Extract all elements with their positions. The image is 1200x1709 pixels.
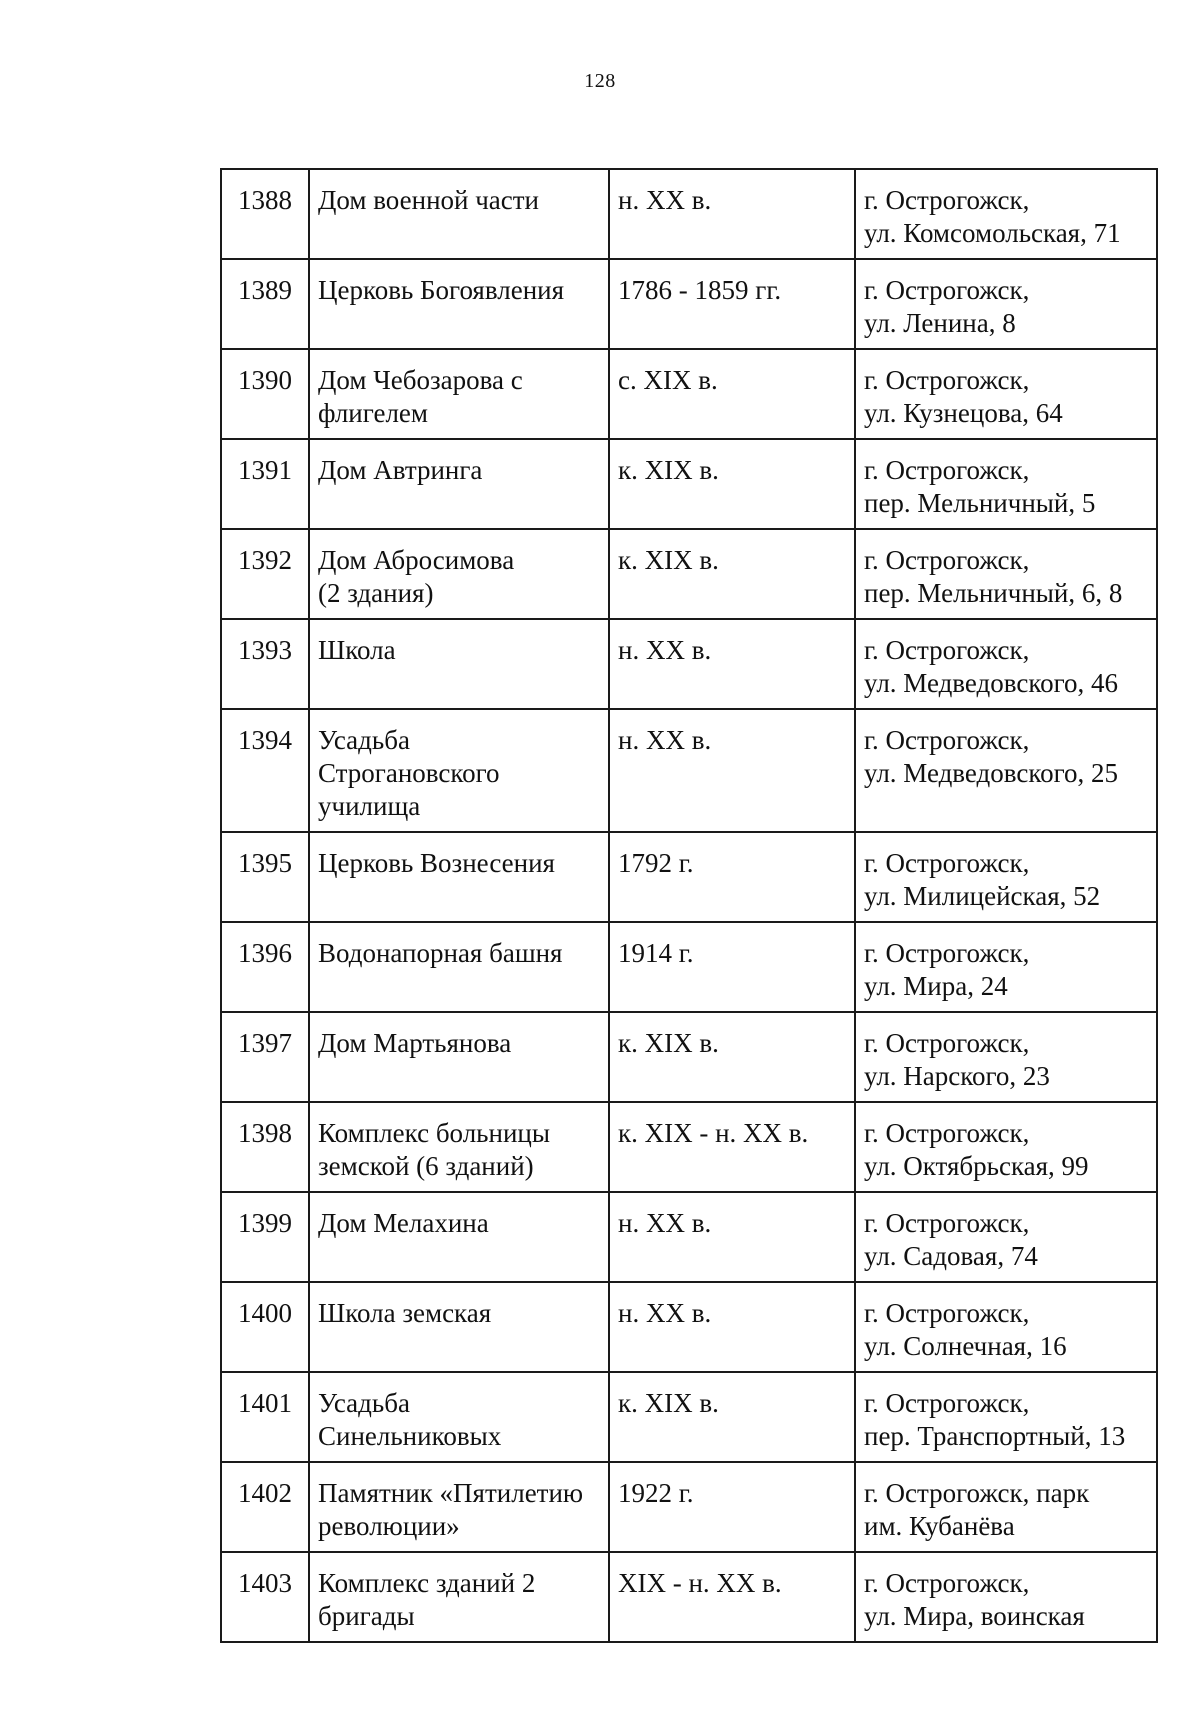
row-number-cell: 1398 — [221, 1102, 309, 1192]
row-number-cell: 1392 — [221, 529, 309, 619]
address-line: г. Острогожск, — [864, 938, 1030, 968]
address-cell — [855, 1372, 1157, 1462]
table-row — [221, 259, 1157, 349]
object-name-cell — [309, 709, 609, 832]
address-line: ул. Ленина, 8 — [864, 308, 1016, 338]
address-cell — [855, 349, 1157, 439]
address-line: им. Кубанёва — [864, 1511, 1015, 1541]
address-line: ул. Солнечная, 16 — [864, 1331, 1067, 1361]
table-row — [221, 832, 1157, 922]
dating-cell: к. XIX в. — [609, 439, 855, 529]
object-name-line: Дом военной части — [318, 185, 540, 215]
object-name-line: училища — [318, 791, 421, 821]
object-name-cell — [309, 529, 609, 619]
object-name-line: Усадьба — [318, 725, 410, 755]
dating-cell: с. XIX в. — [609, 349, 855, 439]
object-name-cell — [309, 1282, 609, 1372]
object-name-line: Дом Автринга — [318, 455, 483, 485]
registry-table-body — [221, 169, 1157, 1642]
object-name-cell — [309, 349, 609, 439]
address-line: пер. Мельничный, 5 — [864, 488, 1096, 518]
table-row — [221, 1282, 1157, 1372]
object-name-line: Строгановского — [318, 758, 500, 788]
dating-cell: 1786 - 1859 гг. — [609, 259, 855, 349]
row-number-cell: 1393 — [221, 619, 309, 709]
object-name-line: Церковь Богоявления — [318, 275, 565, 305]
address-line: пер. Транспортный, 13 — [864, 1421, 1126, 1451]
address-cell — [855, 1552, 1157, 1642]
object-name-line: революции» — [318, 1511, 460, 1541]
object-name-line: Церковь Вознесения — [318, 848, 555, 878]
table-row — [221, 1012, 1157, 1102]
dating-cell: н. XX в. — [609, 1282, 855, 1372]
address-line: г. Острогожск, — [864, 1298, 1030, 1328]
address-line: ул. Медведовского, 25 — [864, 758, 1118, 788]
table-row — [221, 1372, 1157, 1462]
address-line: г. Острогожск, — [864, 1028, 1030, 1058]
row-number-cell: 1394 — [221, 709, 309, 832]
address-cell — [855, 1192, 1157, 1282]
dating-cell: XIX - н. XX в. — [609, 1552, 855, 1642]
table-row — [221, 349, 1157, 439]
address-cell — [855, 922, 1157, 1012]
address-line: г. Острогожск, — [864, 1388, 1030, 1418]
object-name-line: Дом Абросимова — [318, 545, 515, 575]
object-name-line: Школа земская — [318, 1298, 492, 1328]
row-number-cell: 1391 — [221, 439, 309, 529]
address-line: ул. Садовая, 74 — [864, 1241, 1038, 1271]
row-number-cell: 1403 — [221, 1552, 309, 1642]
row-number-cell: 1397 — [221, 1012, 309, 1102]
address-cell — [855, 439, 1157, 529]
dating-cell: н. XX в. — [609, 619, 855, 709]
address-line: ул. Милицейская, 52 — [864, 881, 1101, 911]
address-cell — [855, 1102, 1157, 1192]
object-name-line: Синельниковых — [318, 1421, 502, 1451]
address-line: ул. Мира, воинская — [864, 1601, 1085, 1631]
dating-cell: к. XIX в. — [609, 529, 855, 619]
object-name-line: Школа — [318, 635, 396, 665]
address-cell — [855, 1012, 1157, 1102]
dating-cell: 1922 г. — [609, 1462, 855, 1552]
address-line: г. Острогожск, — [864, 275, 1030, 305]
object-name-cell — [309, 169, 609, 259]
table-row — [221, 709, 1157, 832]
address-line: ул. Комсомольская, 71 — [864, 218, 1121, 248]
row-number-cell: 1396 — [221, 922, 309, 1012]
address-line: г. Острогожск, — [864, 185, 1030, 215]
address-cell — [855, 529, 1157, 619]
address-line: г. Острогожск, — [864, 848, 1030, 878]
row-number-cell: 1395 — [221, 832, 309, 922]
object-name-line: бригады — [318, 1601, 415, 1631]
row-number-cell: 1401 — [221, 1372, 309, 1462]
object-name-cell — [309, 1102, 609, 1192]
table-row — [221, 1102, 1157, 1192]
table-row — [221, 922, 1157, 1012]
address-cell — [855, 619, 1157, 709]
heritage-registry-table — [220, 168, 1158, 1643]
address-line: г. Острогожск, — [864, 1208, 1030, 1238]
object-name-cell — [309, 619, 609, 709]
address-cell — [855, 259, 1157, 349]
address-line: пер. Мельничный, 6, 8 — [864, 578, 1123, 608]
object-name-line: Дом Чебозарова с — [318, 365, 523, 395]
dating-cell: н. XX в. — [609, 1192, 855, 1282]
address-cell — [855, 169, 1157, 259]
object-name-line: земской (6 зданий) — [318, 1151, 534, 1181]
address-line: ул. Медведовского, 46 — [864, 668, 1118, 698]
address-cell — [855, 1282, 1157, 1372]
object-name-line: Дом Мелахина — [318, 1208, 489, 1238]
dating-cell: к. XIX в. — [609, 1372, 855, 1462]
object-name-line: Памятник «Пятилетию — [318, 1478, 584, 1508]
table-row — [221, 1552, 1157, 1642]
object-name-cell — [309, 439, 609, 529]
object-name-line: Комплекс зданий 2 — [318, 1568, 536, 1598]
address-line: г. Острогожск, парк — [864, 1478, 1090, 1508]
address-line: г. Острогожск, — [864, 1118, 1030, 1148]
row-number-cell: 1402 — [221, 1462, 309, 1552]
dating-cell: к. XIX - н. XX в. — [609, 1102, 855, 1192]
address-cell — [855, 1462, 1157, 1552]
table-row — [221, 619, 1157, 709]
object-name-cell — [309, 259, 609, 349]
object-name-line: (2 здания) — [318, 578, 434, 608]
object-name-line: Водонапорная башня — [318, 938, 563, 968]
object-name-cell — [309, 1372, 609, 1462]
object-name-cell — [309, 1012, 609, 1102]
dating-cell: 1792 г. — [609, 832, 855, 922]
table-row — [221, 529, 1157, 619]
address-cell — [855, 709, 1157, 832]
object-name-cell — [309, 1192, 609, 1282]
dating-cell: н. XX в. — [609, 169, 855, 259]
address-cell — [855, 832, 1157, 922]
address-line: г. Острогожск, — [864, 455, 1030, 485]
table-row — [221, 169, 1157, 259]
object-name-line: флигелем — [318, 398, 428, 428]
object-name-cell — [309, 922, 609, 1012]
address-line: ул. Кузнецова, 64 — [864, 398, 1063, 428]
object-name-line: Усадьба — [318, 1388, 410, 1418]
object-name-cell — [309, 1552, 609, 1642]
row-number-cell: 1399 — [221, 1192, 309, 1282]
dating-cell: к. XIX в. — [609, 1012, 855, 1102]
row-number-cell: 1389 — [221, 259, 309, 349]
object-name-cell — [309, 1462, 609, 1552]
address-line: г. Острогожск, — [864, 545, 1030, 575]
object-name-line: Комплекс больницы — [318, 1118, 550, 1148]
object-name-cell — [309, 832, 609, 922]
address-line: ул. Мира, 24 — [864, 971, 1008, 1001]
table-row — [221, 1192, 1157, 1282]
row-number-cell: 1390 — [221, 349, 309, 439]
address-line: г. Острогожск, — [864, 725, 1030, 755]
table-row — [221, 439, 1157, 529]
address-line: г. Острогожск, — [864, 365, 1030, 395]
address-line: ул. Октябрьская, 99 — [864, 1151, 1089, 1181]
address-line: ул. Нарского, 23 — [864, 1061, 1050, 1091]
dating-cell: н. XX в. — [609, 709, 855, 832]
page-number: 128 — [584, 70, 616, 92]
row-number-cell: 1400 — [221, 1282, 309, 1372]
address-line: г. Острогожск, — [864, 1568, 1030, 1598]
table-row — [221, 1462, 1157, 1552]
row-number-cell: 1388 — [221, 169, 309, 259]
address-line: г. Острогожск, — [864, 635, 1030, 665]
dating-cell: 1914 г. — [609, 922, 855, 1012]
object-name-line: Дом Мартьянова — [318, 1028, 512, 1058]
